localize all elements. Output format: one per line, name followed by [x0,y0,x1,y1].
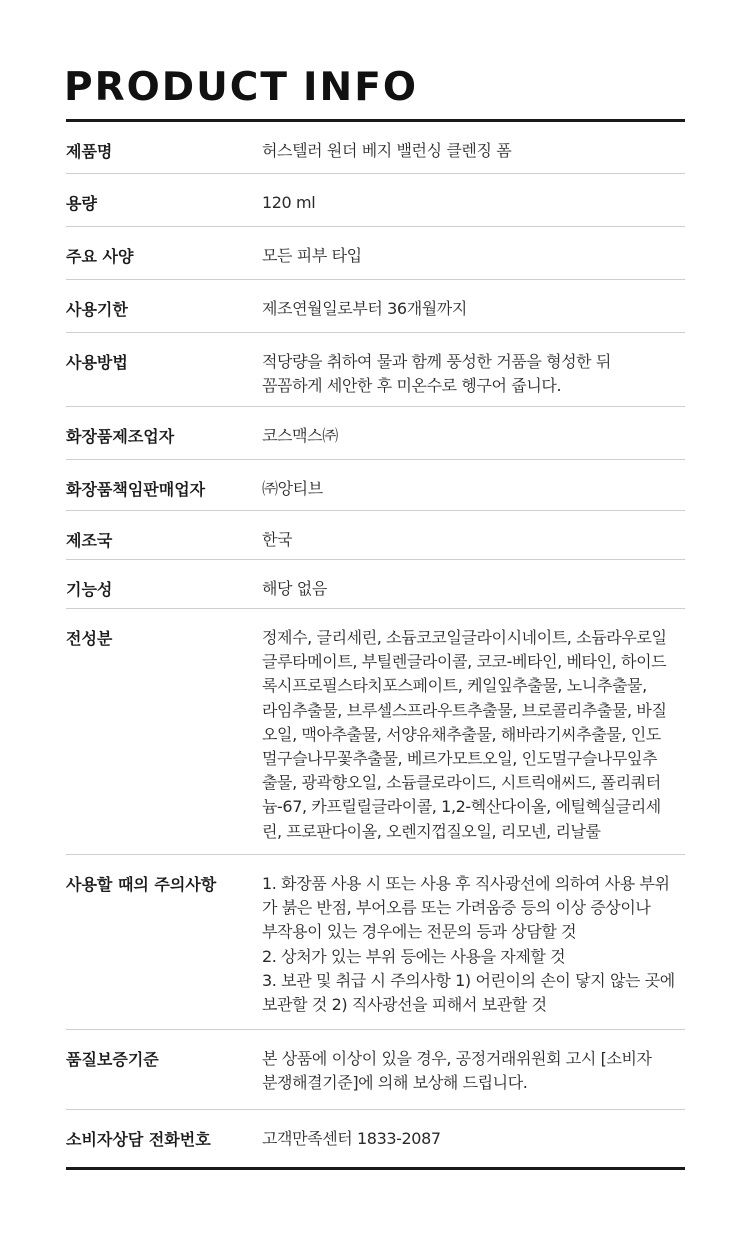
value-line: 출물, 광곽향오일, 소듐클로라이드, 시트릭애씨드, 폴리쿼터 [262,773,661,793]
value-line: 1. 화장품 사용 시 또는 사용 후 직사광선에 의하여 사용 부위 [262,874,670,893]
value-line: 린, 프로판다이올, 오렌지껍질오일, 리모넨, 리날룰 [262,821,601,841]
value-line: 3. 보관 및 취급 시 주의사항 1) 어린이의 손이 닿지 않는 곳에 [262,970,675,990]
row-value [262,577,685,608]
table-row-cs-phone [66,1110,685,1167]
value-line: 늄-67, 카프릴릴글라이콜, 1,2-헥산다이올, 에틸헥실글리세 [262,797,661,817]
row-value [262,244,685,279]
value-line: 적당량을 취하여 물과 함께 풍성한 거품을 형성한 뒤 [262,352,611,371]
value-line: 해당 없음 [262,579,327,598]
row-value [262,528,685,559]
value-line: 한국 [262,530,293,549]
table-row-key-spec [66,227,685,280]
value-line: 고객만족센터 1833-2087 [262,1129,441,1148]
page-title [64,64,418,112]
table-row-precautions [66,855,685,1030]
row-value [262,350,685,406]
value-line: 허스텔러 원더 베지 밸런싱 클렌징 폼 [262,141,512,160]
row-value [262,1127,685,1167]
row-value [262,191,685,226]
value-line: 제조연월일로부터 36개월까지 [262,299,467,318]
value-line: 멀구슬나무꽃추출물, 베르가모트오일, 인도멀구슬나무잎추 [262,749,658,769]
value-line: 가 붉은 반점, 부어오름 또는 가려움증 등의 이상 증상이나 [262,898,651,918]
row-value [262,139,685,173]
row-value [262,872,685,1029]
value-line: 글루타메이트, 부틸렌글라이콜, 코코-베타인, 베타인, 하이드 [262,652,667,672]
row-label: 기능성 [66,580,113,599]
row-label: 제조국 [66,531,113,550]
product-info-table [66,119,685,1170]
row-label: 주요 사양 [66,247,134,266]
value-line: 본 상품에 이상이 있을 경우, 공정거래위원회 고시 [소비자 [262,1049,652,1068]
table-row-product-name [66,122,685,174]
table-row-ingredients [66,609,685,855]
value-line: 모든 피부 타입 [262,246,362,265]
row-label: 화장품제조업자 [66,427,175,446]
table-row-manufacturer [66,407,685,460]
value-line: 라임추출물, 브루셀스프라우트추출물, 브로콜리추출물, 바질 [262,700,667,720]
row-label: 소비자상담 전화번호 [66,1130,211,1149]
value-line: 분쟁해결기준]에 의해 보상해 드립니다. [262,1073,528,1093]
value-line: 오일, 맥아추출물, 서양유채추출물, 해바라기씨추출물, 인도 [262,724,661,744]
value-line: 부작용이 있는 경우에는 전문의 등과 상담할 것 [262,922,577,942]
row-label: 전성분 [66,629,113,648]
table-row-usage [66,333,685,407]
row-label: 제품명 [66,142,113,161]
row-label: 용량 [66,194,97,213]
value-line: 꼼꼼하게 세안한 후 미온수로 헹구어 줍니다. [262,376,562,396]
row-label: 사용기한 [66,300,128,319]
table-row-quality-standard [66,1030,685,1110]
value-line: 록시프로필스타치포스페이트, 케일잎추출물, 노니추출물, [262,676,647,696]
row-label: 화장품책임판매업자 [66,480,206,499]
row-value [262,424,685,459]
value-line: 보관할 것 2) 직사광선을 피해서 보관할 것 [262,995,547,1015]
row-label: 품질보증기준 [66,1050,159,1069]
row-value [262,1047,685,1109]
value-line: 120 ml [262,193,316,212]
row-value [262,626,685,854]
value-line: 2. 상처가 있는 부위 등에는 사용을 자제할 것 [262,946,566,966]
title-word-product: PRODUCT [64,65,290,110]
row-label: 사용방법 [66,353,128,372]
row-label: 사용할 때의 주의사항 [66,875,217,894]
table-body [66,122,685,1167]
row-value [262,297,685,332]
table-row-capacity [66,174,685,227]
value-line: 코스맥스㈜ [262,426,338,445]
table-row-expiry [66,280,685,333]
value-line: 정제수, 글리세린, 소듐코코일글라이시네이트, 소듐라우로일 [262,628,667,647]
table-bottom-rule [66,1167,685,1170]
table-row-distributor [66,460,685,511]
value-line: ㈜앙티브 [262,479,323,498]
title-word-info: INFO [303,65,418,110]
table-row-country [66,511,685,560]
table-row-functional [66,560,685,609]
row-value [262,477,685,510]
